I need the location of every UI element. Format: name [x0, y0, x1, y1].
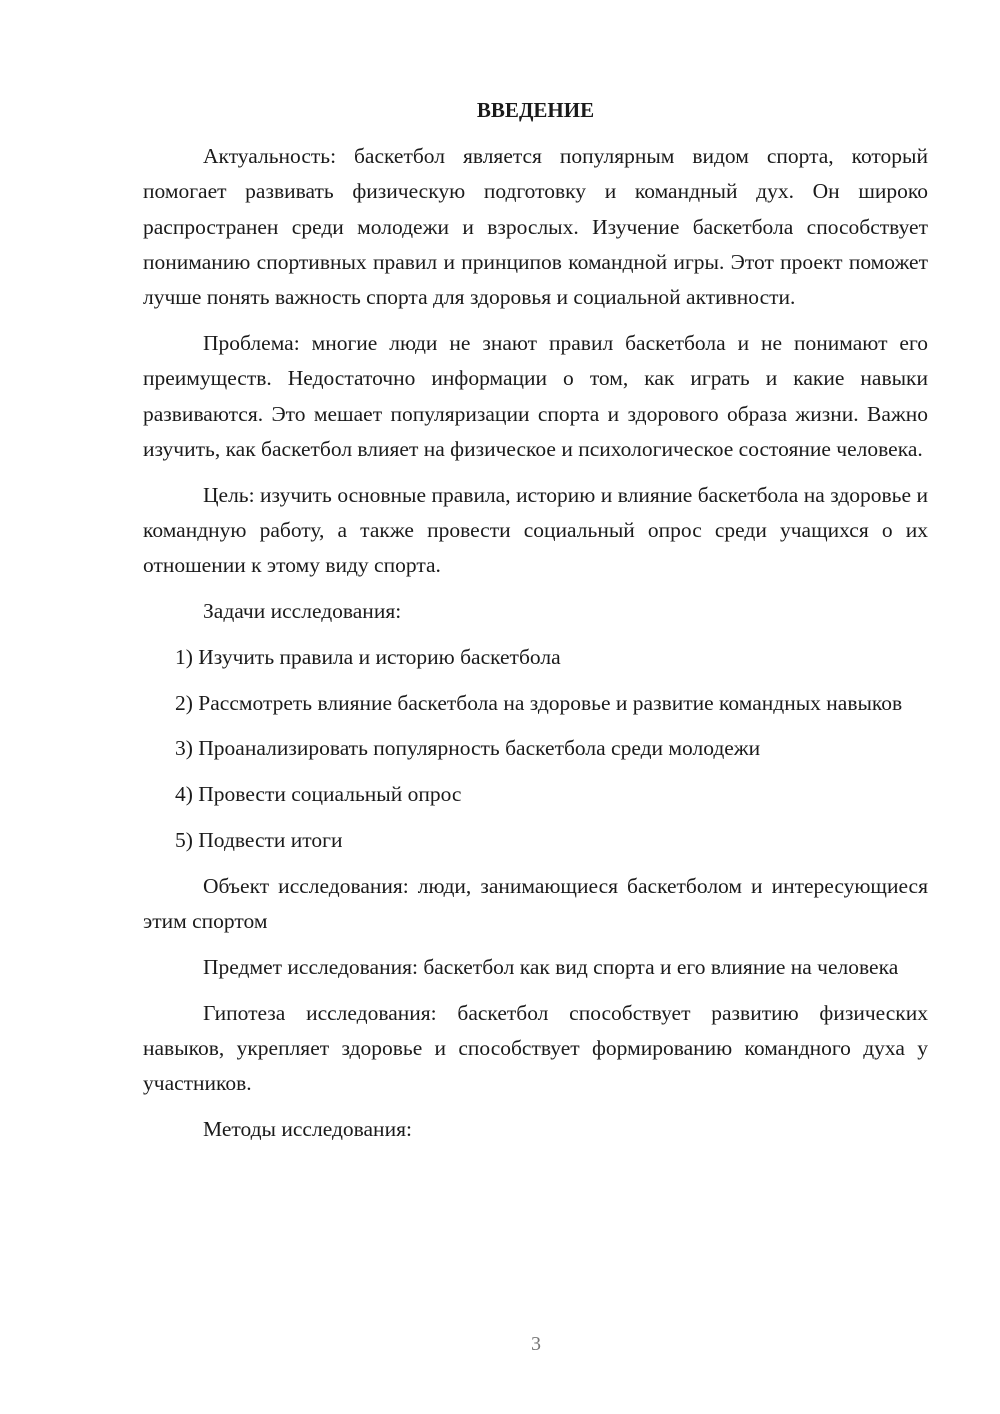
page-number: 3	[531, 1333, 541, 1355]
paragraph-goal: Цель: изучить основные правила, историю и влияние баскетбола на здоровье и командную работу, а также провести социальный опрос среди учащихся о их отношении к этому виду спорта.	[143, 482, 928, 578]
list-item: 4) Провести социальный опрос	[175, 782, 462, 807]
list-item: 1) Изучить правила и историю баскетбола	[175, 644, 561, 669]
paragraph-problem: Проблема: многие люди не знают правил баскетбола и не понимают его преимуществ. Недостаточно информации о том, как играть и какие навыки развиваются. Это мешает популяризации спорта и здорового образа жизни. Важно изучить, как баскетбол влияет на физическое и психологическое состояние человека.	[143, 330, 928, 461]
paragraph-object: Объект исследования: люди, занимающиеся баскетболом и интересующиеся этим спортом	[143, 873, 928, 934]
paragraph-hypothesis: Гипотеза исследования: баскетбол способствует развитию физических навыков, укрепляет здоровье и способствует формированию командного духа у участников.	[143, 1000, 928, 1096]
list-item: 2) Рассмотреть влияние баскетбола на здоровье и развитие командных навыков	[175, 690, 903, 715]
list-item: 5) Подвести итоги	[175, 828, 343, 853]
paragraph-tasks-heading: Задачи исследования:	[203, 599, 402, 624]
paragraph-methods: Методы исследования:	[203, 1117, 412, 1142]
page-title: ВВЕДЕНИЕ	[476, 98, 595, 122]
paragraph-relevance: Актуальность: баскетбол является популярным видом спорта, который помогает развивать физическую подготовку и командный дух. Он широко распространен среди молодежи и взрослых. Изучение баскетбола способствует пониманию спортивных правил и принципов командной игры. Этот проект поможет лучше понять важность спорта для здоровья и социальной активности.	[143, 144, 928, 310]
list-item: 3) Проанализировать популярность баскетбола среди молодежи	[175, 736, 761, 761]
document-page	[143, 95, 928, 1158]
paragraph-subject: Предмет исследования: баскетбол как вид спорта и его влияние на человека	[203, 954, 899, 979]
